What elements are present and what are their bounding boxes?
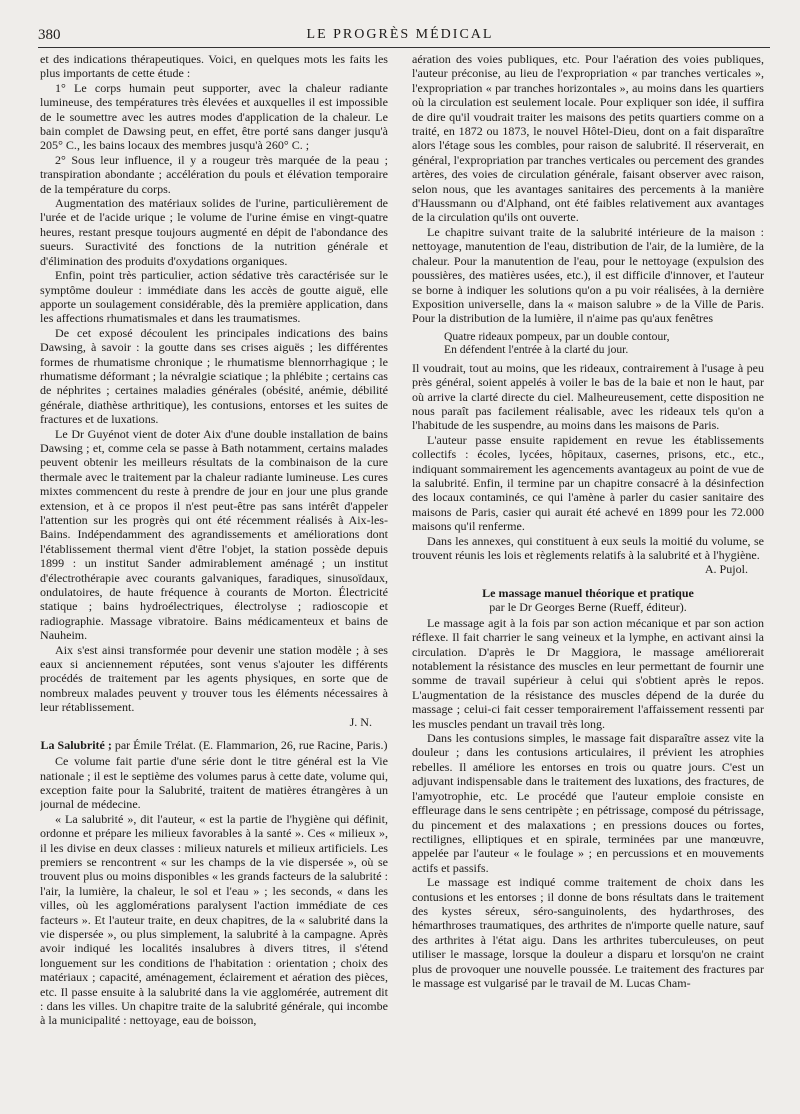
review-heading <box>40 738 388 752</box>
paragraph: Ce volume fait partie d'une série dont le titre général est la Vie nationale ; il est le septième des volumes parus à cette date, volume qui, exception faite pour la Salubrité, traitent de matières étrangères à un journal de médecine. <box>40 754 388 812</box>
paragraph: aération des voies publiques, etc. Pour l'aération des voies publiques, l'auteur préconise, au lieu de l'expropriation « par tranches verticales », l'expropriation « par tranches horizontales », au moins dans les quartiers où la circulation est seulement locale. Pour expliquer son idée, il suffira de dire qu'il voudrait traiter les maisons des petits quartiers comme on a traité, en 1872 ou 1873, le nouvel Hôtel-Dieu, dont on a fait disparaître alors l'étage sous les combles, pour raison de salubrité. Il réserverait, en général, l'expropriation par tranches verticales ou percement des grandes artères, des voies de circulation générale, faisant observer avec raison, selon nous, que les avantages sanitaires des percements à la manière d'Haussmann ou d'Alphand, ont été faibles relativement aux avantages de la circulation qu'ils ont ouverte. <box>412 52 764 225</box>
signature-row <box>40 715 388 729</box>
paragraph: 2° Sous leur influence, il y a rougeur très marquée de la peau ; transpiration abondante ; accélération du pouls et élévation temporaire de la température du corps. <box>40 152 388 196</box>
signature: J. N. <box>349 714 372 729</box>
paragraph: Le massage est indiqué comme traitement de choix dans les contusions et les entorses ; il donne de bons résultats dans le traitement des kystes séreux, séro-sanguinolents, des hydarthroses, des hémarthroses traumatiques, des arthrites de n'importe quelle nature, sauf des arthrites à l'état aigu. Dans les arthrites tuberculeuses, on peut utiliser le massage, lorsque la douleur a disparu et lorsqu'on ne craint plus de provoquer une nouvelle poussée. Le traitement des fractures par le massage est vulgarisé par le travail de M. Lucas Cham- <box>412 875 764 990</box>
paragraph: L'auteur passe ensuite rapidement en revue les établissements collectifs : écoles, lycées, hôpitaux, casernes, prisons, etc., etc., indiquant sommairement les agencements avantageux au point de vue de la salubrité. Enfin, il termine par un chapitre consacré à la désinfection des locaux contaminés, ce qui l'amène à parler du casier sanitaire des maisons de Paris, casier qui aurait été achevé en 1899 pour les 72.000 maisons qu'il renferme. <box>412 432 764 534</box>
paragraph: Le Dr Guyénot vient de doter Aix d'une double installation de bains Dawsing ; et, comme cela se passe à Bath notamment, certains malades peuvent obtenir les meilleurs résultats de la combinaison de la cure thermale avec le traitement par la chaleur radiante lumineuse. Les cures mixtes commencent du reste à prendre de jour en jour une plus grande extension, et à ce propos il n'est peut-être pas sans intérêt d'appeler l'attention sur les progrès qui ont été récemment réalisés à Aix-les-Bains. Indépendamment des agrandissements et améliorations dont l'établissement thermal vient d'être l'objet, la station possède depuis 1899 : un institut Sander admirablement aménagé ; un institut d'électrothérapie avec courants galvaniques, faradiques, sinusoïdaux, ondulatoires, de haute fréquence à courants de Morton. Électricité statique ; bains hydroélectriques, électrolyse ; radioscopie et radiographie. Massage vibratoire. Bains médicamenteux et bains de Nauheim. <box>40 426 388 643</box>
paragraph: De cet exposé découlent les principales indications des bains Dawsing, à savoir : la goutte dans ses crises aiguës ; les différentes formes de rhumatisme chronique ; le rhumatisme blennorrhagique ; le rhumatisme déformant ; la névralgie sciatique ; la phlébite ; certains cas de néphrites ; certaines maladies générales (obésité, anémie, débilité générale, diathèse arthritique), les contusions, entorses et les suites de fractures et de luxations. <box>40 325 388 427</box>
review-byline: par le Dr Georges Berne (Rueff, éditeur). <box>489 599 687 614</box>
signature-row <box>412 562 764 576</box>
right-column <box>412 52 764 1102</box>
paragraph: et des indications thérapeutiques. Voici, en quelques mots les faits les plus importants de cette étude : <box>40 52 388 81</box>
paragraph: Le massage agit à la fois par son action mécanique et par son action réflexe. Il fait charrier le sang veineux et la lymphe, en activant ainsi la circulation. D'après le Dr Maggiora, le massage améliorerait notablement la résistance des muscles en leur permettant de fournir une somme de travail supérieur à celui qui s'obtient après le repos. L'augmentation de la résistance des muscles dépend de la durée du massage ; celui-ci fait cesser temporairement l'affaissement ressenti par les muscles pendant un travail très long. <box>412 615 764 731</box>
review-byline: par Émile Trélat. (E. Flammarion, 26, rue Racine, Paris.) <box>114 738 388 753</box>
header-rule <box>38 47 770 48</box>
left-column <box>40 52 388 1102</box>
paragraph: Enfin, point très particulier, action sédative très caractérisée sur le symptôme douleur : immédiate dans les accès de goutte aiguë, elle apporte un soulagement considérable, dès la première application, dans les affections rhumatismales et dans les traumatismes. <box>40 268 388 326</box>
paragraph: Aix s'est ainsi transformée pour devenir une station modèle ; à ses eaux si anciennement réputées, sont venus s'ajouter les différents procédés de traitement par les agents physiques, en sorte que de nombreux malades peuvent y trouver tous les éléments nécessaires à leur rétablissement. <box>40 642 388 715</box>
paragraph: Dans les contusions simples, le massage fait disparaître assez vite la douleur ; dans les contusions articulaires, il prévient les atrophies rebelles. Il améliore les entorses en trois ou quatre jours. C'est un adjuvant indispensable dans le traitement des luxations, des fractures, de l'amyotrophie, etc. Le procédé que l'auteur emploie consiste en effleurage dans le sens centripète ; en pétrissage, composé du pétrissage, du pincement et des malaxations ; en pressions douces ou fortes, rectilignes, elliptiques et en spirale, terminées par une manœuvre, appelée par l'auteur « le foulage » ; en percussions et en mouvements actifs et passifs. <box>412 731 764 875</box>
signature: A. Pujol. <box>704 562 748 577</box>
verse-quote <box>444 330 764 357</box>
review-heading <box>412 586 764 614</box>
paragraph: Dans les annexes, qui constituent à eux seuls la moitié du volume, se trouvent réunis les lois et règlements relatifs à la salubrité et à l'hygiène. <box>412 533 764 562</box>
paragraph: Le chapitre suivant traite de la salubrité intérieure de la maison : nettoyage, manutention de l'eau, distribution de l'air, de la lumière, de la chaleur. Pour la manutention de l'eau, pour le nettoyage (expulsion des poussières, des matières usées, etc.), il est difficile d'innover, et l'auteur se borne à indiquer les solutions qu'on a pu voir réalisées, à la dernière Exposition universelle, dans la « maison salubre » de la Ville de Paris. Pour la distribution de la lumière, il n'aime pas qu'aux fenêtres <box>412 224 764 326</box>
verse-line: Quatre rideaux pompeux, par un double contour, <box>444 329 670 343</box>
verse-line: En défendent l'entrée à la clarté du jour. <box>444 343 629 357</box>
paragraph: « La salubrité », dit l'auteur, « est la partie de l'hygiène qui définit, ordonne et prépare les milieux favorables à la santé ». Ces « milieux », il les divise en deux classes : milieux naturels et milieux artificiels. Les premiers se rencontrent « sur les champs de la vie dispersée », où se trouvent plus ou moins disponibles « les grands facteurs de la salubrité : l'air, la lumière, la chaleur, le sol et l'eau » ; les seconds, « dans les villes, où les agglomérations paralysent l'action immédiate de ces facteurs ». Et l'auteur traite, en deux chapitres, de la « salubrité dans la vie dispersée », ou plus simplement, la salubrité à la campagne. Après avoir indiqué les localités insalubres à divers titres, il s'étend longuement sur les conditions de l'habitation : orientation ; choix des matériaux ; capacité, aménagement, éclairement et aération des pièces, etc. Il passe ensuite à la salubrité dans la vie agglomérée, autrement dit : dans les villes. Un chapitre traite de la salubrité générale, qui incombe à la municipalité : nettoyage, eau de boisson, <box>40 811 388 1028</box>
page-number: 380 <box>38 27 61 43</box>
review-title: La Salubrité ; <box>40 738 112 753</box>
paragraph: 1° Le corps humain peut supporter, avec la chaleur radiante lumineuse, des températures très élevées et auxquelles il est impossible de le soumettre avec les autres modes d'application de la chaleur. Le bain complet de Dawsing peut, en effet, être porté sans danger jusqu'à 205° C., les bains locaux des membres jusqu'à 260° C. ; <box>40 80 388 153</box>
paragraph: Il voudrait, tout au moins, que les rideaux, contrairement à l'usage à peu près général, soient appelés à voiler le bas de la baie et non le haut, par où arrive la clarté directe du ciel. Malheureusement, cette disposition ne nous paraît pas facilement réalisable, avec les rideaux tels qu'on a l'habitude de les suspendre, au moins dans les maisons de Paris. <box>412 360 764 433</box>
running-title: LE PROGRÈS MÉDICAL <box>306 27 494 42</box>
review-title: Le massage manuel théorique et pratique <box>482 585 694 600</box>
paragraph: Augmentation des matériaux solides de l'urine, particulièrement de l'urée et de l'acide urique ; le volume de l'urine émise en vingt-quatre heures, restant presque toujours augmenté en dépit de l'abondance des sueurs. Suractivité des fonctions de la nutrition générale et d'élimination des produits d'oxydations organiques. <box>40 196 388 268</box>
